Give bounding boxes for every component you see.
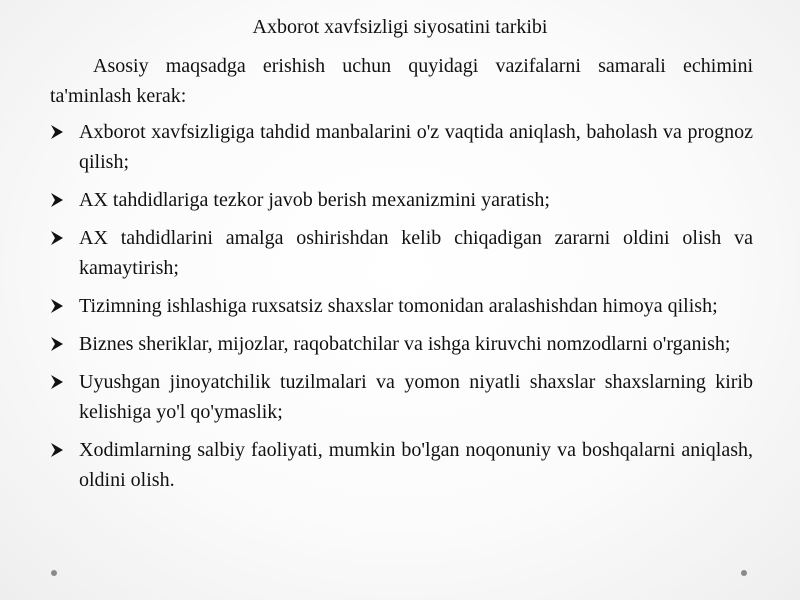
arrowhead-bullet-icon: [50, 442, 64, 458]
list-item: [50, 223, 753, 283]
list-item-text: Xodimlarning salbiy faoliyati, mumkin bo'lgan noqonuniy va boshqalarni aniqlash, oldini olish.: [79, 439, 753, 491]
list-item: [50, 435, 753, 495]
list-item-text: AX tahdidlarini amalga oshirishdan kelib chiqadigan zararni oldini olish va kamaytirish;: [79, 227, 753, 279]
list-item: [50, 185, 753, 215]
intro-paragraph: Asosiy maqsadga erishish uchun quyidagi vazifalarni samarali echimini ta'minlash kerak:: [50, 55, 753, 107]
decorative-dot: [741, 570, 747, 576]
list-item: [50, 291, 753, 321]
arrowhead-bullet-icon: [50, 230, 64, 246]
list-item-text: Biznes sheriklar, mijozlar, raqobatchilar va ishga kiruvchi nomzodlarni o'rganish;: [79, 333, 731, 355]
list-item-text: AX tahdidlariga tezkor javob berish mexanizmini yaratish;: [79, 189, 550, 211]
arrowhead-bullet-icon: [50, 298, 64, 314]
list-item: [50, 117, 753, 177]
arrowhead-bullet-icon: [50, 192, 64, 208]
list-item-text: Axborot xavfsizligiga tahdid manbalarini o'z vaqtida aniqlash, baholash va prognoz qilish;: [79, 121, 753, 173]
arrowhead-bullet-icon: [50, 124, 64, 140]
list-item: [50, 329, 753, 359]
arrowhead-bullet-icon: [50, 336, 64, 352]
slide-title: Axborot xavfsizligi siyosatini tarkibi: [252, 16, 548, 38]
arrowhead-bullet-icon: [50, 374, 64, 390]
list-item-text: Uyushgan jinoyatchilik tuzilmalari va yomon niyatli shaxslar shaxslarning kirib kelishiga yo'l qo'ymaslik;: [79, 371, 753, 423]
decorative-dot: [51, 570, 57, 576]
bullet-list: [50, 117, 753, 503]
list-item: [50, 367, 753, 427]
list-item-text: Tizimning ishlashiga ruxsatsiz shaxslar tomonidan aralashishdan himoya qilish;: [79, 295, 718, 317]
